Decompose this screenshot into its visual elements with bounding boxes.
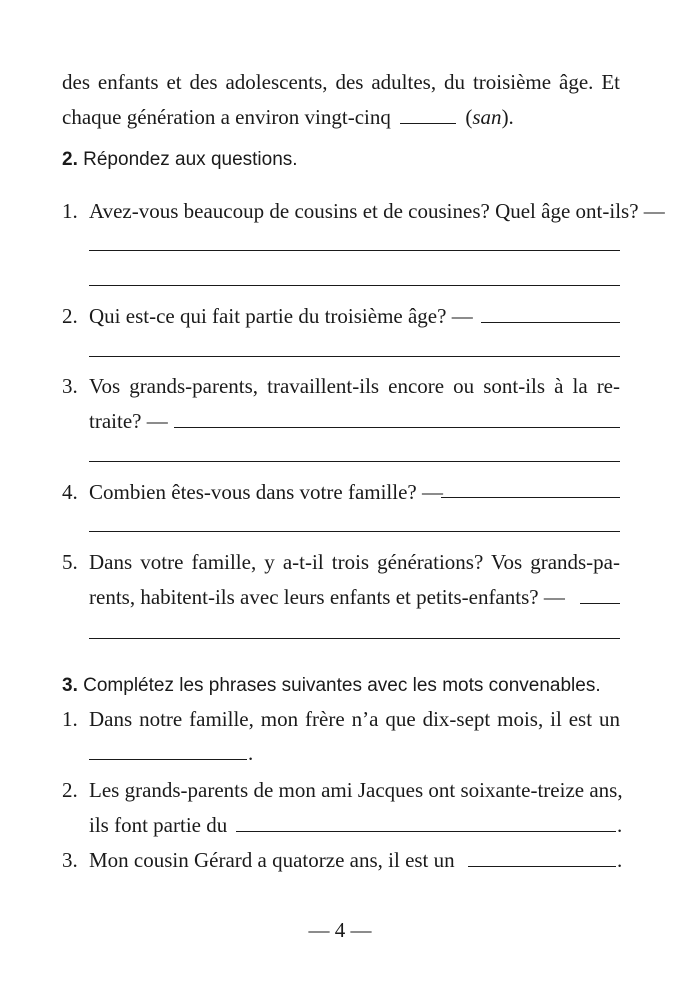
- item-text: Mon cousin Gérard a quatorze ans, il est un: [89, 848, 455, 872]
- exercise-2-heading: [62, 150, 298, 169]
- question-text: Dans votre famille, y a-t-il trois générations? Vos grands-pa-: [89, 550, 620, 574]
- item-number: 2.: [62, 778, 78, 802]
- question-text-continued: traite? —: [89, 409, 168, 433]
- intro-line-2: chaque génération a environ vingt-cinq (san).: [62, 105, 514, 129]
- item-text-continued: ils font partie du: [89, 813, 228, 837]
- question-number: 4.: [62, 480, 78, 504]
- item-number: 3.: [62, 848, 78, 872]
- answer-line[interactable]: [89, 285, 620, 286]
- answer-blank[interactable]: [400, 122, 456, 124]
- question-text: Avez-vous beaucoup de cousins et de cousines? Quel âge ont-ils? —: [89, 199, 665, 223]
- exercise-3-heading: [62, 676, 601, 695]
- intro-line-2-text: chaque génération a environ vingt-cinq: [62, 105, 391, 129]
- question-number: 2.: [62, 304, 78, 328]
- answer-line[interactable]: [468, 866, 616, 867]
- word-hint: san: [472, 105, 502, 129]
- question-text: Qui est-ce qui fait partie du troisième âge? —: [89, 304, 473, 328]
- question-number: 5.: [62, 550, 78, 574]
- item-number: 1.: [62, 707, 78, 731]
- item-text: Dans notre famille, mon frère n’a que dix-sept mois, il est un: [89, 707, 620, 731]
- exercise-2-number: 2.: [62, 149, 78, 170]
- exercise-3-number: 3.: [62, 675, 78, 696]
- answer-line[interactable]: [89, 461, 620, 462]
- sentence-period: .: [248, 741, 254, 765]
- answer-line[interactable]: [89, 638, 620, 639]
- answer-line[interactable]: [89, 250, 620, 251]
- sentence-period: .: [617, 813, 623, 837]
- answer-line[interactable]: [236, 831, 616, 832]
- answer-line[interactable]: [89, 356, 620, 357]
- question-number: 1.: [62, 199, 78, 223]
- answer-line[interactable]: [481, 322, 620, 323]
- answer-line[interactable]: [174, 427, 620, 428]
- answer-line[interactable]: [580, 603, 620, 604]
- sentence-period: .: [617, 848, 623, 872]
- answer-line[interactable]: [441, 497, 620, 498]
- question-text: Vos grands-parents, travaillent-ils encore ou sont-ils à la re-: [89, 374, 620, 398]
- answer-line[interactable]: [89, 759, 247, 760]
- question-number: 3.: [62, 374, 78, 398]
- question-text-continued: rents, habitent-ils avec leurs enfants et petits-enfants? —: [89, 585, 565, 609]
- exercise-2-title: Répondez aux questions.: [83, 149, 298, 170]
- exercise-3-title: Complétez les phrases suivantes avec les mots convenables.: [83, 675, 601, 696]
- item-text: Les grands-parents de mon ami Jacques ont soixante-treize ans,: [89, 778, 623, 802]
- question-text: Combien êtes-vous dans votre famille? —: [89, 480, 443, 504]
- intro-line-1: des enfants et des adolescents, des adultes, du troisième âge. Et: [62, 70, 620, 94]
- answer-line[interactable]: [89, 531, 620, 532]
- page-number: — 4 —: [308, 918, 372, 942]
